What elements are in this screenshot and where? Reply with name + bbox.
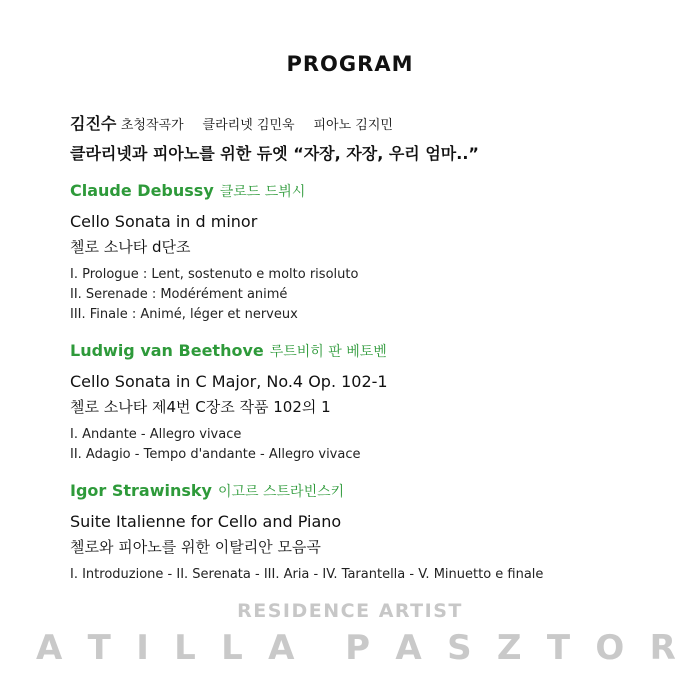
artist-name-letter: L	[174, 628, 196, 668]
premiere-piano: 피아노 김지민	[313, 118, 393, 133]
premiere-credits	[70, 114, 670, 136]
artist-name-letter: O	[595, 628, 625, 668]
movement-item: I. Introduzione - II. Serenata - III. Aria - IV. Tarantella - V. Minuetto e finale	[70, 567, 544, 582]
work-title-ko: 첼로 소나타 제4번 C장조 작품 102의 1	[70, 398, 331, 416]
movement-list	[70, 565, 670, 585]
movement-item: II. Serenade : Modérément animé	[70, 287, 288, 302]
composer-name-ko: 이고르 스트라빈스키	[217, 484, 345, 500]
artist-name-letter: T	[546, 628, 571, 668]
movement-item: I. Andante - Allegro vivace	[70, 427, 242, 442]
composer-name-en: Ludwig van Beethove	[70, 341, 264, 360]
artist-name-letter: A	[395, 628, 422, 668]
movement-item: II. Adagio - Tempo d'andante - Allegro vivace	[70, 447, 361, 462]
premiere-composer-role: 초청작곡가	[120, 118, 184, 133]
page-title: PROGRAM	[286, 52, 414, 76]
premiere-clarinet: 클라리넷 김민욱	[202, 118, 295, 133]
artist-name-letter: L	[221, 628, 243, 668]
composer-name-ko: 루트비히 판 베토벤	[269, 344, 387, 360]
work-title-en: Cello Sonata in C Major, No.4 Op. 102-1	[70, 372, 388, 391]
premiere-composer: 김진수	[70, 114, 117, 133]
composer-name-en: Claude Debussy	[70, 181, 214, 200]
composer-name-en: Igor Strawinsky	[70, 481, 212, 500]
movement-item: I. Prologue : Lent, sostenuto e molto risoluto	[70, 267, 359, 282]
artist-name-letter: I	[136, 628, 149, 668]
footer-subtitle: RESIDENCE ARTIST	[237, 600, 463, 622]
work-title-ko: 첼로 소나타 d단조	[70, 238, 191, 256]
artist-name	[36, 628, 676, 668]
artist-name-letter: P	[345, 628, 371, 668]
piece-debussy	[70, 180, 670, 325]
artist-name-letter: Z	[496, 628, 522, 668]
composer-name-ko: 클로드 드뷔시	[219, 184, 306, 200]
work-title-en: Cello Sonata in d minor	[70, 212, 258, 231]
work-title-ko: 첼로와 피아노를 위한 이탈리안 모음곡	[70, 538, 321, 556]
composer-heading	[70, 340, 670, 363]
work-title-en: Suite Italienne for Cello and Piano	[70, 512, 342, 531]
artist-name-letter: S	[447, 628, 472, 668]
artist-name-letter: A	[36, 628, 63, 668]
premiere-work-title: 클라리넷과 피아노를 위한 듀엣 “자장, 자장, 우리 엄마..”	[70, 144, 479, 163]
piece-strawinsky	[70, 480, 670, 585]
piece-beethoven	[70, 340, 670, 465]
movement-list	[70, 265, 670, 325]
composer-heading	[70, 180, 670, 203]
artist-name-letter: R	[649, 628, 676, 668]
program-list	[70, 114, 670, 585]
movement-list	[70, 425, 670, 465]
artist-name-letter: T	[87, 628, 111, 668]
movement-item: III. Finale : Animé, léger et nerveux	[70, 307, 298, 322]
artist-name-letter: A	[268, 628, 295, 668]
composer-heading	[70, 480, 670, 503]
